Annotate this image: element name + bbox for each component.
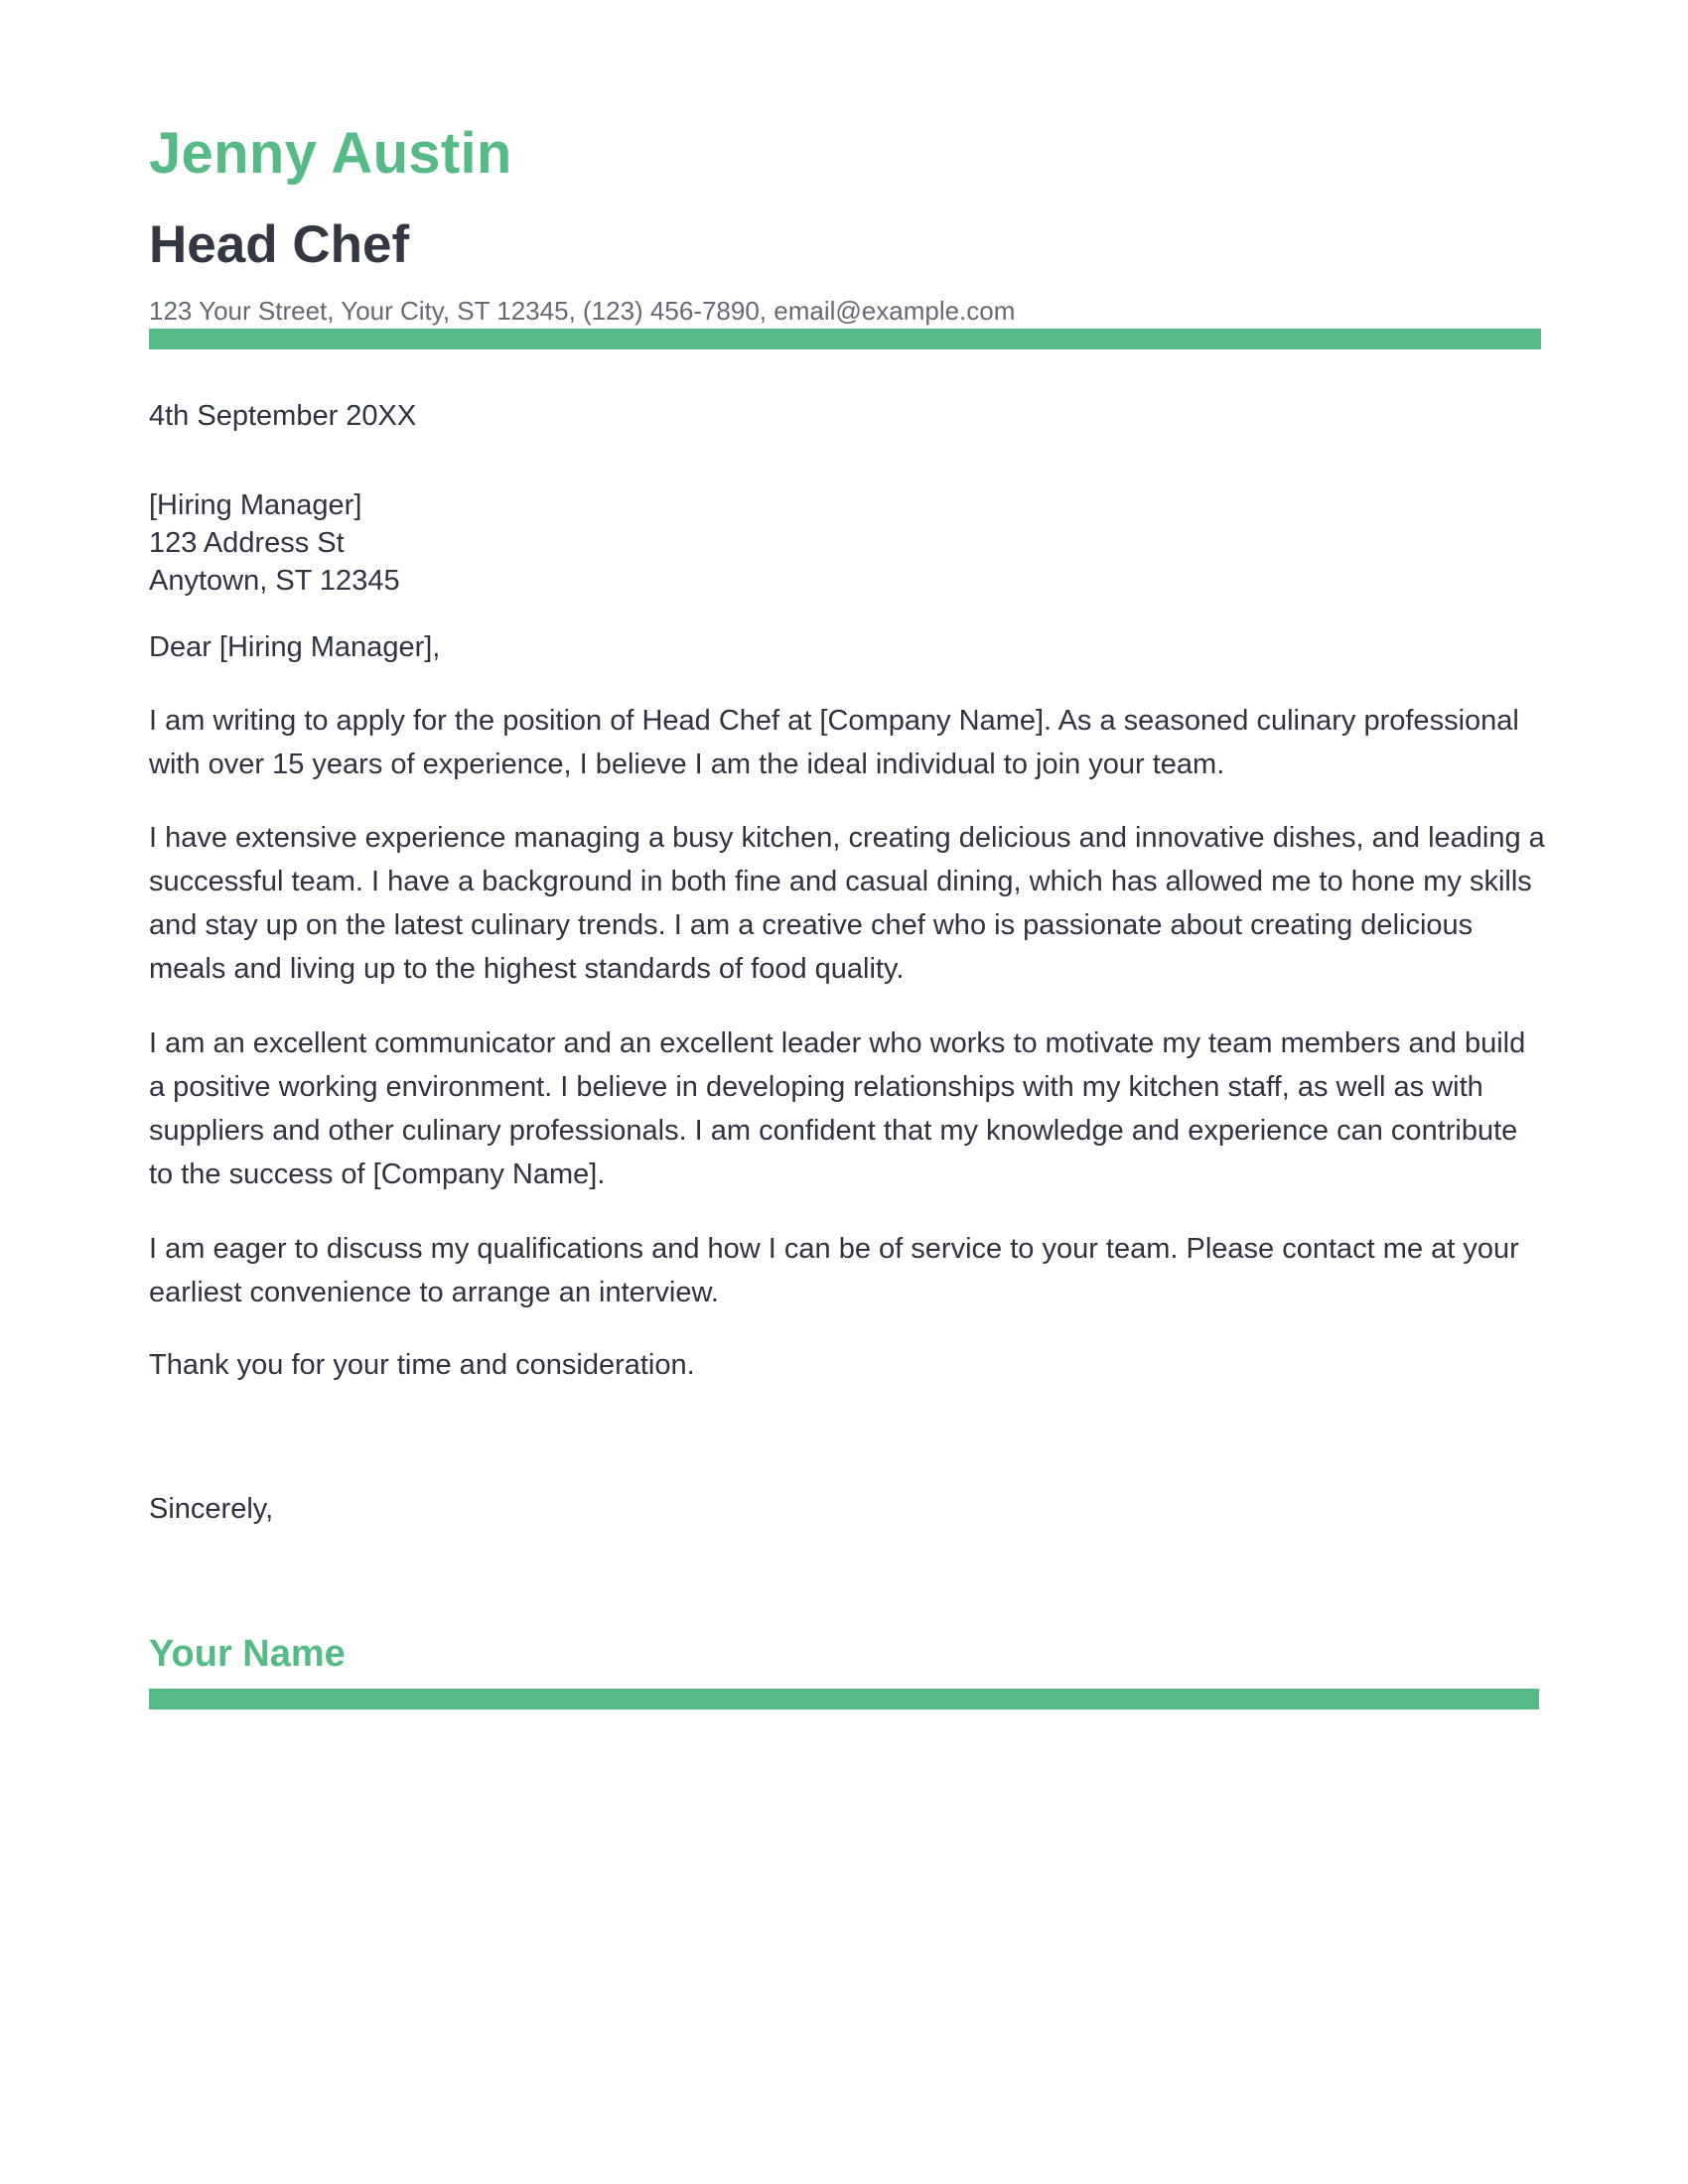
header-divider — [149, 329, 1541, 349]
footer-divider — [149, 1689, 1539, 1709]
body-paragraph-3: I am an excellent communicator and an excellent leader who works to motivate my team members and build a positive working environment. I believe in developing relationships with my kitchen staff, as well as with suppliers and other culinary professionals. I am confident that my knowledge and experience can contribute to the success of [Company Name]. — [149, 1027, 1526, 1190]
recipient-address — [149, 486, 1549, 600]
recipient-name: [Hiring Manager] — [149, 489, 362, 521]
letter-date: 4th September 20XX — [149, 400, 417, 432]
body-paragraph-2: I have extensive experience managing a busy kitchen, creating delicious and innovative dishes, and leading a successful team. I have a background in both fine and casual dining, which has allowed me to hone my skills and stay up on the latest culinary trends. I am a creative chef who is passionate about creating delicious meals and living up to the highest standards of food quality. — [149, 822, 1545, 985]
job-title: Head Chef — [149, 215, 410, 274]
salutation: Dear [Hiring Manager], — [149, 631, 441, 663]
closing: Sincerely, — [149, 1493, 274, 1525]
recipient-address-line-1: 123 Address St — [149, 527, 345, 559]
body-paragraph-5: Thank you for your time and consideration. — [149, 1349, 695, 1381]
contact-info: 123 Your Street, Your City, ST 12345, (123) 456-7890, email@example.com — [149, 296, 1016, 326]
signature-name: Your Name — [149, 1633, 346, 1675]
body-paragraph-1: I am writing to apply for the position of Head Chef at [Company Name]. As a seasoned culinary professional with over 15 years of experience, I believe I am the ideal individual to join your team. — [149, 705, 1519, 780]
body-paragraph-4: I am eager to discuss my qualifications and how I can be of service to your team. Please contact me at your earliest convenience to arrange an interview. — [149, 1233, 1519, 1308]
recipient-address-line-2: Anytown, ST 12345 — [149, 565, 400, 597]
applicant-name: Jenny Austin — [149, 121, 512, 186]
